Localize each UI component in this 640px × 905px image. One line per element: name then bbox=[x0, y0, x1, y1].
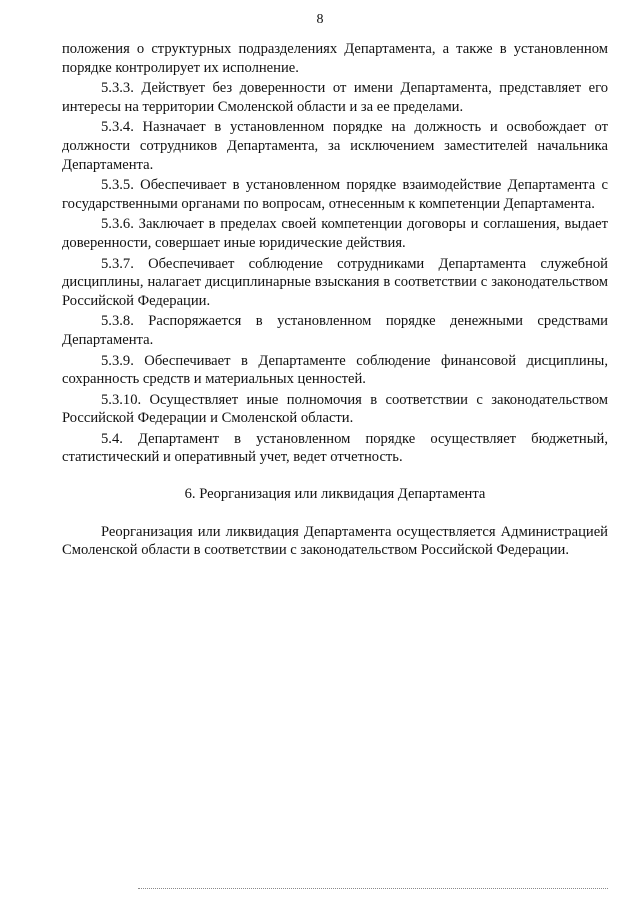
footer-rule bbox=[138, 888, 608, 889]
paragraph-5-4: 5.4. Департамент в установленном порядке осуществляет бюджетный, статистический и оперативный учет, ведет отчетность. bbox=[62, 430, 608, 466]
document-body bbox=[62, 40, 608, 562]
paragraph-5-3-6: 5.3.6. Заключает в пределах своей компетенции договоры и соглашения, выдает доверенности, совершает иные юридические действия. bbox=[62, 216, 608, 251]
paragraph-section-6: Реорганизация или ликвидация Департамента осуществляется Администрацией Смоленской области в соответствии с законодательством Российской Федерации. bbox=[62, 523, 608, 559]
paragraph-5-3-10: 5.3.10. Осуществляет иные полномочия в соответствии с законодательством Российской Федерации и Смоленской области. bbox=[62, 391, 608, 427]
paragraph-5-3-3: 5.3.3. Действует без доверенности от имени Департамента, представляет его интересы на территории Смоленской области и за ее пределами. bbox=[62, 80, 608, 115]
paragraph-5-3-5: 5.3.5. Обеспечивает в установленном порядке взаимодействие Департамента с государственными органами по вопросам, отнесенным к компетенции Департамента. bbox=[62, 177, 608, 212]
paragraph-5-3-7: 5.3.7. Обеспечивает соблюдение сотрудниками Департамента служебной дисциплины, налагает дисциплинарные взыскания в соответствии с законодательством Российской Федерации. bbox=[62, 255, 608, 309]
section-title: 6. Реорганизация или ликвидация Департамента bbox=[184, 486, 486, 503]
paragraph-5-3-8: 5.3.8. Распоряжается в установленном порядке денежными средствами Департамента. bbox=[62, 313, 608, 348]
paragraph-continuation: положения о структурных подразделениях Департамента, а также в установленном порядке контролирует их исполнение. bbox=[62, 41, 608, 76]
page-number: 8 bbox=[316, 12, 324, 27]
paragraph-5-3-4: 5.3.4. Назначает в установленном порядке на должность и освобождает от должности сотрудников Департамента, за исключением заместителей начальника Департамента. bbox=[62, 119, 608, 173]
paragraph-5-3-9: 5.3.9. Обеспечивает в Департаменте соблюдение финансовой дисциплины, сохранность средств и материальных ценностей. bbox=[62, 352, 608, 388]
